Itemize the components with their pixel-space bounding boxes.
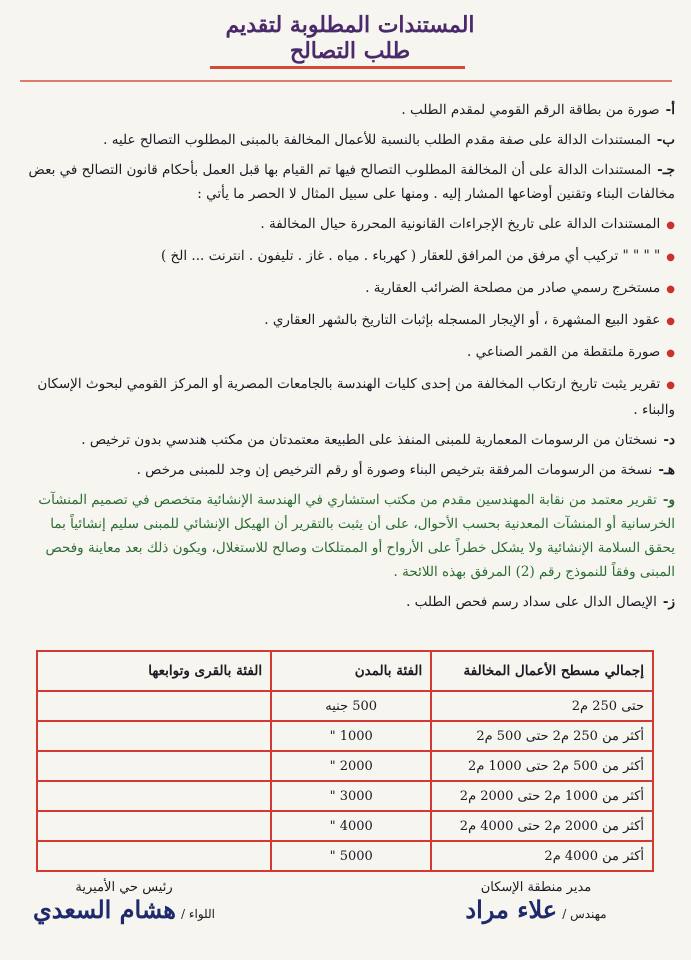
table-row [37, 781, 653, 811]
item-text: المستندات الدالة على صفة مقدم الطلب بالنسبة للأعمال المخالفة بالمبنى المطلوب التصالح عليه . [103, 132, 651, 148]
fees-table-container [36, 650, 654, 872]
signature-role: رئيس حي الأميرية [75, 880, 173, 895]
bullet-item [20, 308, 675, 334]
bullet-item [20, 276, 675, 302]
item-marker: جـ- [657, 162, 675, 178]
table-header-row [37, 651, 653, 691]
cell-village [37, 751, 271, 781]
cell-city: 2000 " [271, 751, 431, 781]
table-row [37, 691, 653, 721]
cell-area: أكثر من 4000 م2 [431, 841, 653, 871]
item-text: نسختان من الرسومات المعمارية للمبنى المنفذ على الطبيعة معتمدتان من مكتب هندسي بدون ترخيص . [81, 432, 658, 448]
cell-village [37, 811, 271, 841]
signature-prefix: مهندس / [562, 907, 607, 921]
signature-name: علاء مراد [465, 895, 558, 924]
cell-area: أكثر من 250 م2 حتى 500 م2 [431, 721, 653, 751]
header-city: الفئة بالمدن [271, 651, 431, 691]
item-marker: ب- [656, 132, 675, 148]
cell-village [37, 781, 271, 811]
bullet-item [20, 372, 675, 422]
item-marker: هـ- [658, 462, 675, 478]
item-marker: ز- [662, 594, 675, 610]
cell-city: 5000 " [271, 841, 431, 871]
item-text: عقود البيع المشهرة ، أو الإيجار المسجله بإثبات التاريخ بالشهر العقاري . [264, 312, 661, 328]
item-text: المستندات الدالة على أن المخالفة المطلوب التصالح فيها تم القيام بها قبل العمل بأحكام قانون التصالح في بعض مخالفات البناء وتقنين أوضاعها المشار إليه . ومنها على سبيل المثال لا الحصر ما يأتي : [28, 162, 675, 202]
list-item [20, 488, 675, 584]
list-item [20, 98, 675, 122]
cell-area: حتى 250 م2 [431, 691, 653, 721]
item-text: تقرير معتمد من نقابة المهندسين مقدم من مكتب استشاري في الهندسة الإنشائية متخصص في تصميم المنشآت الخرسانية أو المنشآت المعدنية بحسب الأحوال، على أن يثبت بالتقرير أن الهيكل الإنشائي للمبنى سليم إنشائياً بما يحقق السلامة الإنشائية ولا يشكل خطراً على الأرواح أو الممتلكات وصالح للاستغلال، ويكون ذلك بعد معاينة وفحص المبنى وفقاً للنموذج رقم (2) المرفق بهذه اللائحة . [38, 492, 675, 580]
signature-prefix: اللواء / [181, 907, 216, 921]
list-item [20, 458, 675, 482]
signature-name: هشام السعدي [32, 895, 176, 924]
bullet-item [20, 244, 675, 270]
item-text: نسخة من الرسومات المرفقة بترخيص البناء وصورة أو رقم الترخيص إن وجد للمبنى مرخص . [136, 462, 653, 478]
requirements-list [20, 98, 675, 620]
cell-city: 3000 " [271, 781, 431, 811]
item-marker: أ- [665, 102, 675, 118]
margin-rule [20, 80, 672, 82]
list-item [20, 158, 675, 206]
cell-area: أكثر من 2000 م2 حتى 4000 م2 [431, 811, 653, 841]
header-area: إجمالي مسطح الأعمال المخالفة [431, 651, 653, 691]
title-underline [210, 66, 465, 69]
item-text: المستندات الدالة على تاريخ الإجراءات القانونية المحررة حيال المخالفة . [260, 216, 661, 232]
table-row [37, 721, 653, 751]
cell-city: 4000 " [271, 811, 431, 841]
table-row [37, 751, 653, 781]
signature-left [24, 880, 224, 924]
bullet-item [20, 212, 675, 238]
item-text: صورة ملتقطة من القمر الصناعي . [467, 344, 661, 360]
cell-city: 1000 " [271, 721, 431, 751]
signature-role: مدير منطقة الإسكان [480, 880, 592, 895]
item-text: تقرير يثبت تاريخ ارتكاب المخالفة من إحدى كليات الهندسة بالجامعات المصرية أو المركز القومي لبحوث الإسكان والبناء . [37, 376, 675, 418]
cell-area: أكثر من 1000 م2 حتى 2000 م2 [431, 781, 653, 811]
item-marker: د- [663, 432, 675, 448]
list-item [20, 428, 675, 452]
page-title: المستندات المطلوبة لتقديم طلب التصالح [225, 12, 475, 64]
bullet-item [20, 340, 675, 366]
item-text: صورة من بطاقة الرقم القومي لمقدم الطلب . [401, 102, 660, 118]
item-marker: و- [662, 492, 675, 508]
cell-village [37, 841, 271, 871]
fees-table [36, 650, 654, 872]
item-text: " " " " تركيب أي مرفق من المرافق للعقار ( كهرباء . مياه . غاز . تليفون . انترنت ... الخ ) [160, 248, 661, 264]
cell-village [37, 691, 271, 721]
signature-right [421, 880, 651, 924]
table-row [37, 841, 653, 871]
item-text: مستخرج رسمي صادر من مصلحة الضرائب العقارية . [365, 280, 661, 296]
item-text: الإيصال الدال على سداد رسم فحص الطلب . [406, 594, 657, 610]
cell-village [37, 721, 271, 751]
list-item [20, 128, 675, 152]
header-village: الفئة بالقرى وتوابعها [37, 651, 271, 691]
table-row [37, 811, 653, 841]
cell-city: 500 جنيه [271, 691, 431, 721]
cell-area: أكثر من 500 م2 حتى 1000 م2 [431, 751, 653, 781]
list-item [20, 590, 675, 614]
